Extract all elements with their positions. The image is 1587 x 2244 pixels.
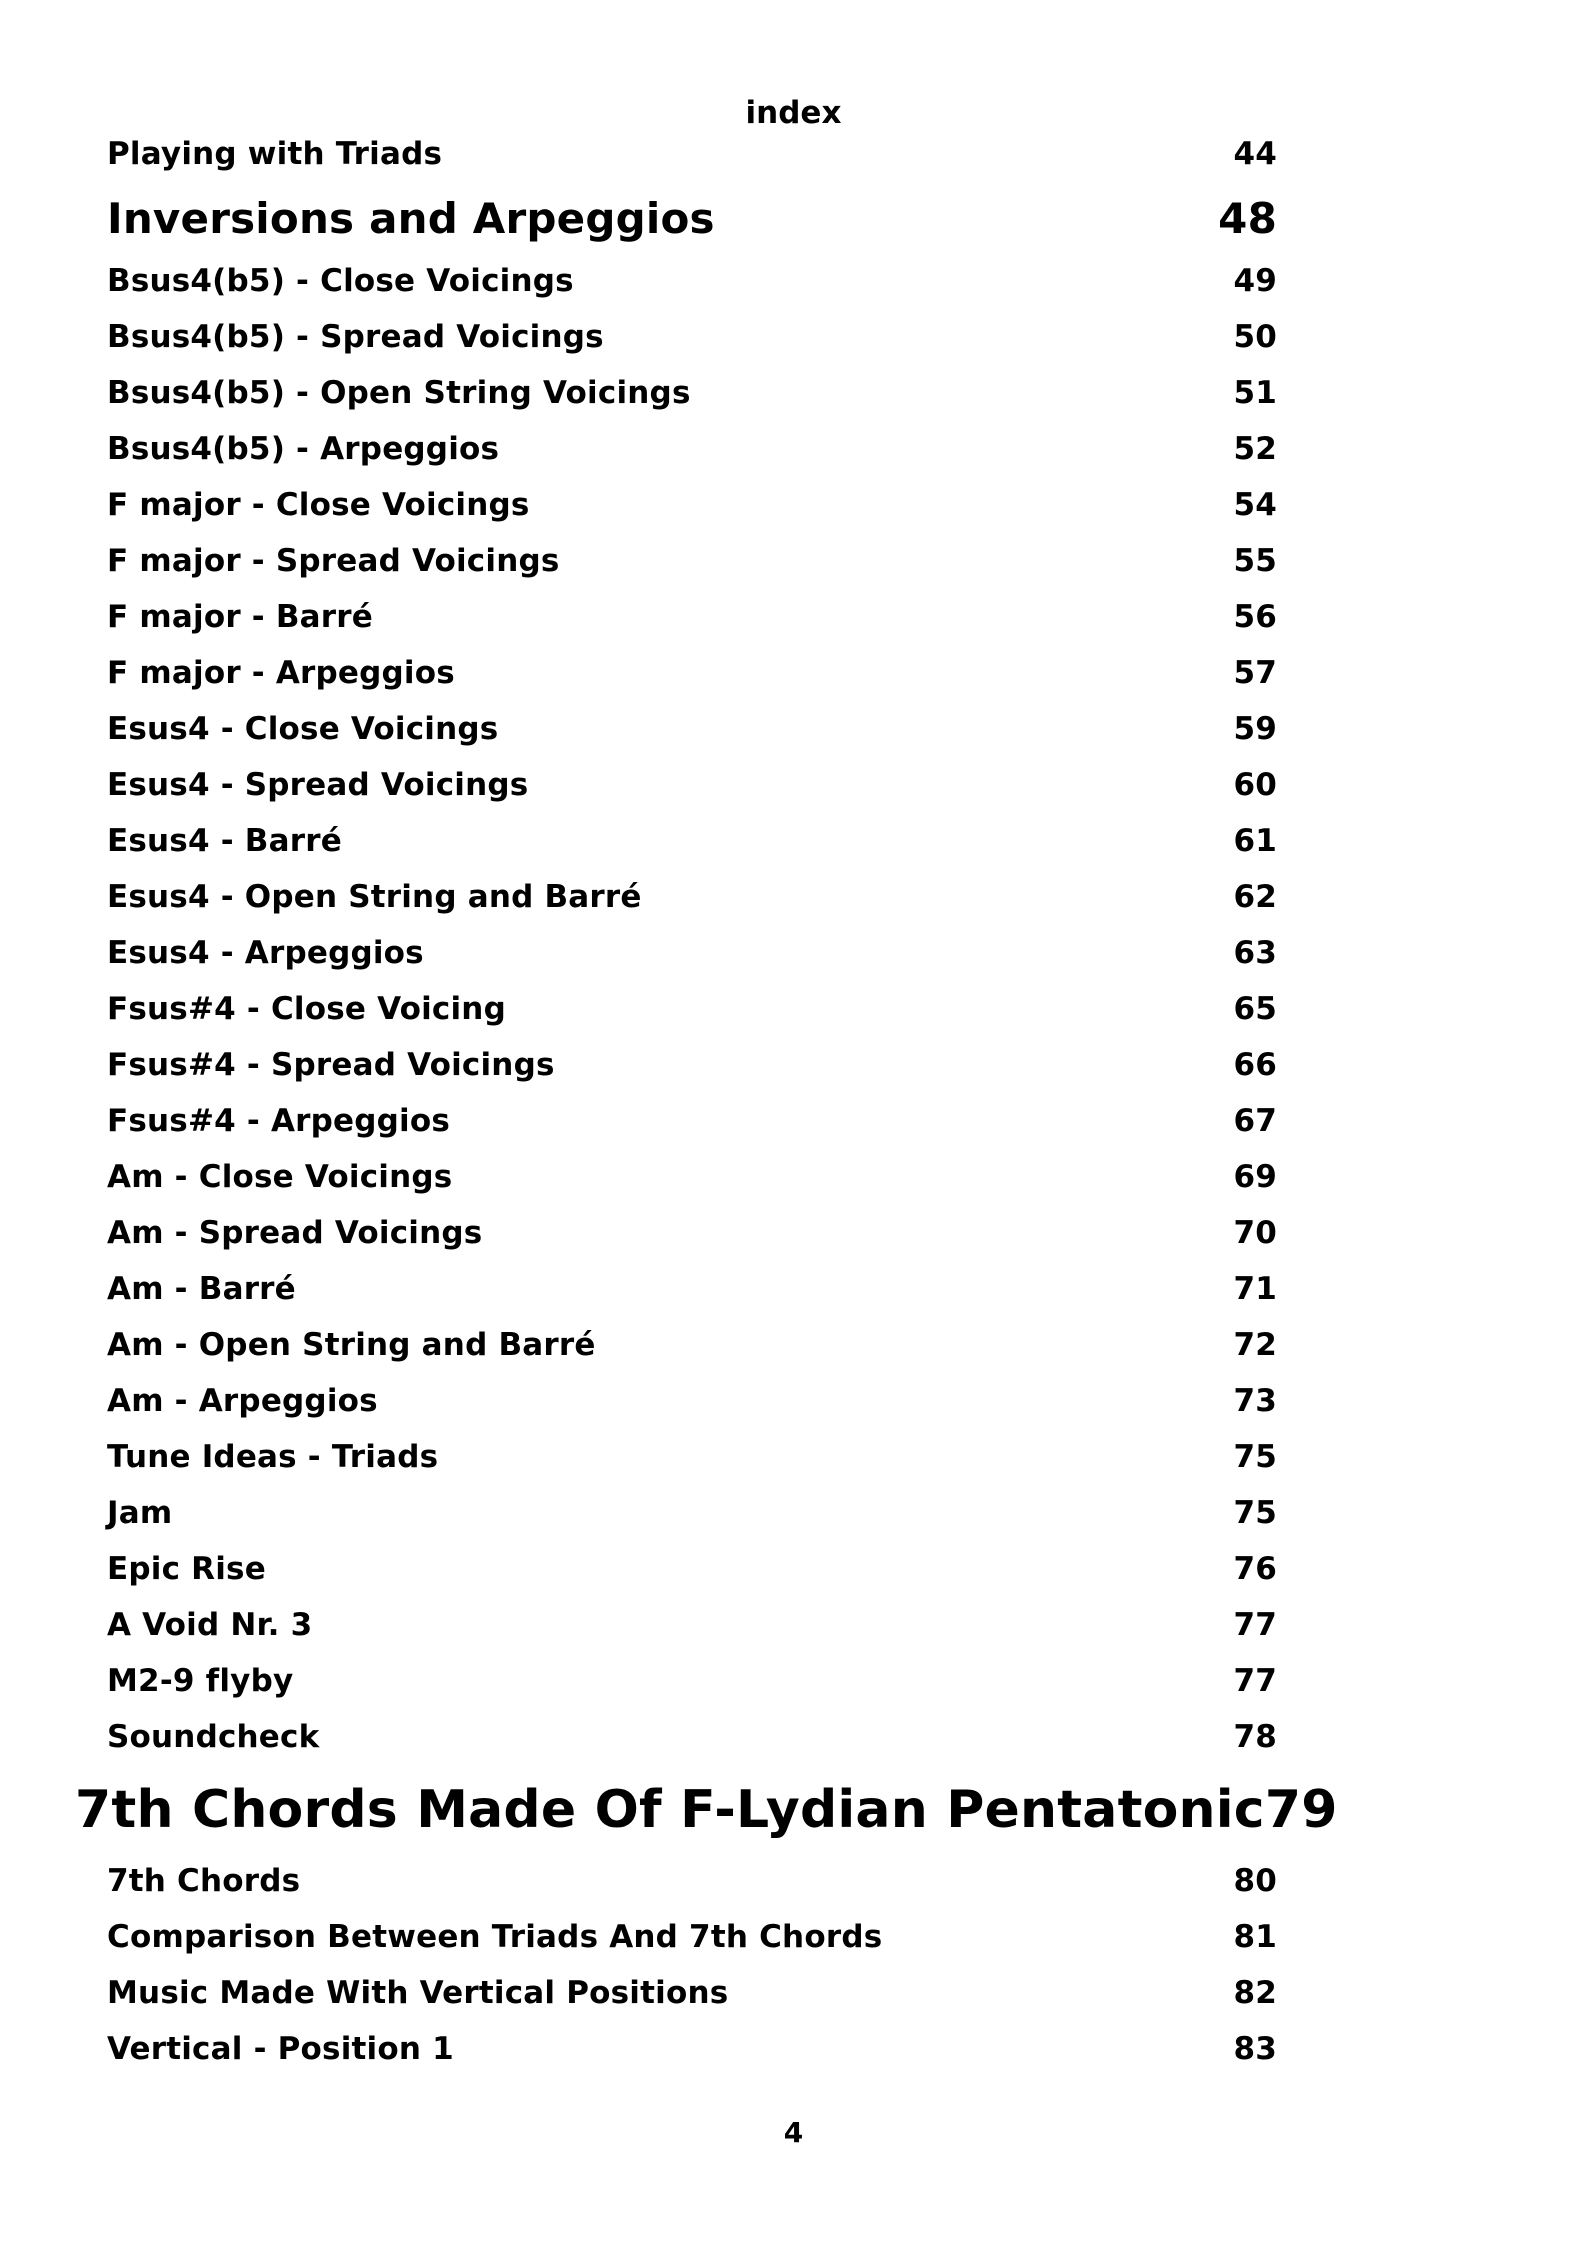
toc-entry-title: Inversions and Arpeggios xyxy=(107,193,715,243)
toc-entry xyxy=(107,1657,1277,1705)
toc-entry-title: Am - Arpeggios xyxy=(107,1383,378,1419)
toc-entry-title: Bsus4(b5) - Spread Voicings xyxy=(107,319,604,355)
toc-entry-title: 7th Chords Made Of F-Lydian Pentatonic xyxy=(75,1780,1265,1840)
toc-entry-title: F major - Close Voicings xyxy=(107,487,530,523)
toc-entry-page: 44 xyxy=(1233,136,1277,172)
toc-entry-page: 55 xyxy=(1233,543,1277,579)
toc-entry-title: 7th Chords xyxy=(107,1863,301,1899)
toc-entry xyxy=(107,1153,1277,1201)
toc-entry-page: 70 xyxy=(1233,1215,1277,1251)
toc-entry-title: Jam xyxy=(107,1495,173,1531)
toc-entry xyxy=(107,1913,1277,1961)
toc-entry-page: 72 xyxy=(1233,1327,1277,1363)
toc-entry-page: 51 xyxy=(1233,375,1277,411)
toc-entry xyxy=(107,649,1277,697)
toc-entry-page: 82 xyxy=(1233,1975,1277,2011)
toc-entry-title: Am - Close Voicings xyxy=(107,1159,453,1195)
toc-entry xyxy=(107,313,1277,361)
toc-entry xyxy=(107,929,1277,977)
toc-entry xyxy=(107,1489,1277,1537)
toc-entry xyxy=(107,1969,1277,2017)
toc-entry-page: 66 xyxy=(1233,1047,1277,1083)
toc-entry-page: 83 xyxy=(1233,2031,1277,2067)
toc-entry xyxy=(107,1545,1277,1593)
toc-entry xyxy=(107,1321,1277,1369)
toc-entry xyxy=(107,985,1277,1033)
toc-entry-page: 50 xyxy=(1233,319,1277,355)
toc-entry xyxy=(107,1433,1277,1481)
toc-entry xyxy=(107,1713,1277,1761)
toc-entry-page: 57 xyxy=(1233,655,1277,691)
toc-entry-title: Music Made With Vertical Positions xyxy=(107,1975,729,2011)
toc-entry-title: Esus4 - Close Voicings xyxy=(107,711,499,747)
toc-entry-page: 77 xyxy=(1233,1607,1277,1643)
toc-entry-page: 52 xyxy=(1233,431,1277,467)
toc-entry-page: 61 xyxy=(1233,823,1277,859)
toc-entry-title: Comparison Between Triads And 7th Chords xyxy=(107,1919,883,1955)
toc-entry-title: Esus4 - Barré xyxy=(107,823,342,859)
toc-entry xyxy=(107,257,1277,305)
toc-entry xyxy=(107,593,1277,641)
toc-entry-page: 62 xyxy=(1233,879,1277,915)
toc-entry-title: F major - Spread Voicings xyxy=(107,543,560,579)
toc-entry-title: Fsus#4 - Close Voicing xyxy=(107,991,506,1027)
toc-entry-title: Am - Open String and Barré xyxy=(107,1327,596,1363)
toc-entry-title: F major - Arpeggios xyxy=(107,655,455,691)
toc-entry xyxy=(107,1377,1277,1425)
toc-entry-title: A Void Nr. 3 xyxy=(107,1607,313,1643)
toc-entry-page: 71 xyxy=(1233,1271,1277,1307)
toc-entry-title: Epic Rise xyxy=(107,1551,266,1587)
toc-entry-page: 69 xyxy=(1233,1159,1277,1195)
toc-entry-page: 75 xyxy=(1233,1439,1277,1475)
toc-entry-title: Am - Spread Voicings xyxy=(107,1215,483,1251)
toc-entry-page: 59 xyxy=(1233,711,1277,747)
toc-entry-page: 77 xyxy=(1233,1663,1277,1699)
page-header: index xyxy=(745,95,842,131)
toc-entry-page: 76 xyxy=(1233,1551,1277,1587)
toc-entry-page: 80 xyxy=(1233,1863,1277,1899)
toc-entry xyxy=(107,705,1277,753)
toc-entry-title: Playing with Triads xyxy=(107,136,443,172)
toc-entry xyxy=(107,1097,1277,1145)
toc-entry-page: 75 xyxy=(1233,1495,1277,1531)
toc-entry-title: Vertical - Position 1 xyxy=(107,2031,454,2067)
toc-entry-title: Esus4 - Spread Voicings xyxy=(107,767,529,803)
toc-entry-title: Bsus4(b5) - Close Voicings xyxy=(107,263,574,299)
toc-entry-title: Tune Ideas - Triads xyxy=(107,1439,439,1475)
toc-entry-page: 56 xyxy=(1233,599,1277,635)
toc-entry xyxy=(107,537,1277,585)
toc-entry-page: 67 xyxy=(1233,1103,1277,1139)
toc-entry xyxy=(107,761,1277,809)
toc-entry xyxy=(107,1265,1277,1313)
toc-entry-title: M2-9 flyby xyxy=(107,1663,294,1699)
toc-entry-page: 78 xyxy=(1233,1719,1277,1755)
toc-entry xyxy=(107,369,1277,417)
toc-entry-title: Fsus#4 - Spread Voicings xyxy=(107,1047,555,1083)
toc-entry-title: Bsus4(b5) - Open String Voicings xyxy=(107,375,691,411)
toc-entry-page: 48 xyxy=(1218,193,1277,243)
toc-entry-title: Am - Barré xyxy=(107,1271,296,1307)
toc-entry-page: 54 xyxy=(1233,487,1277,523)
toc-entry xyxy=(107,1041,1277,1089)
toc-entry xyxy=(107,425,1277,473)
toc-entry-title: F major - Barré xyxy=(107,599,374,635)
toc-entry-title: Soundcheck xyxy=(107,1719,320,1755)
toc-entry xyxy=(107,1857,1277,1905)
toc-entry xyxy=(107,1601,1277,1649)
toc-entry xyxy=(107,1209,1277,1257)
toc-section-heading xyxy=(107,188,1277,248)
toc-entry xyxy=(107,130,1277,178)
page-number: 4 xyxy=(783,2116,804,2149)
toc-entry xyxy=(107,873,1277,921)
toc-entry-title: Bsus4(b5) - Arpeggios xyxy=(107,431,500,467)
toc-entry-title: Esus4 - Open String and Barré xyxy=(107,879,642,915)
toc-entry xyxy=(107,481,1277,529)
toc-entry-page: 73 xyxy=(1233,1383,1277,1419)
toc-chapter-heading xyxy=(75,1773,1338,1847)
toc-entry-page: 49 xyxy=(1233,263,1277,299)
toc-entry-title: Esus4 - Arpeggios xyxy=(107,935,424,971)
toc-entry xyxy=(107,817,1277,865)
toc-entry-title: Fsus#4 - Arpeggios xyxy=(107,1103,450,1139)
toc-entry-page: 81 xyxy=(1233,1919,1277,1955)
toc-entry-page: 63 xyxy=(1233,935,1277,971)
toc-entry-page: 79 xyxy=(1264,1780,1338,1840)
toc-entry-page: 65 xyxy=(1233,991,1277,1027)
toc-entry-page: 60 xyxy=(1233,767,1277,803)
toc-entry xyxy=(107,2025,1277,2073)
